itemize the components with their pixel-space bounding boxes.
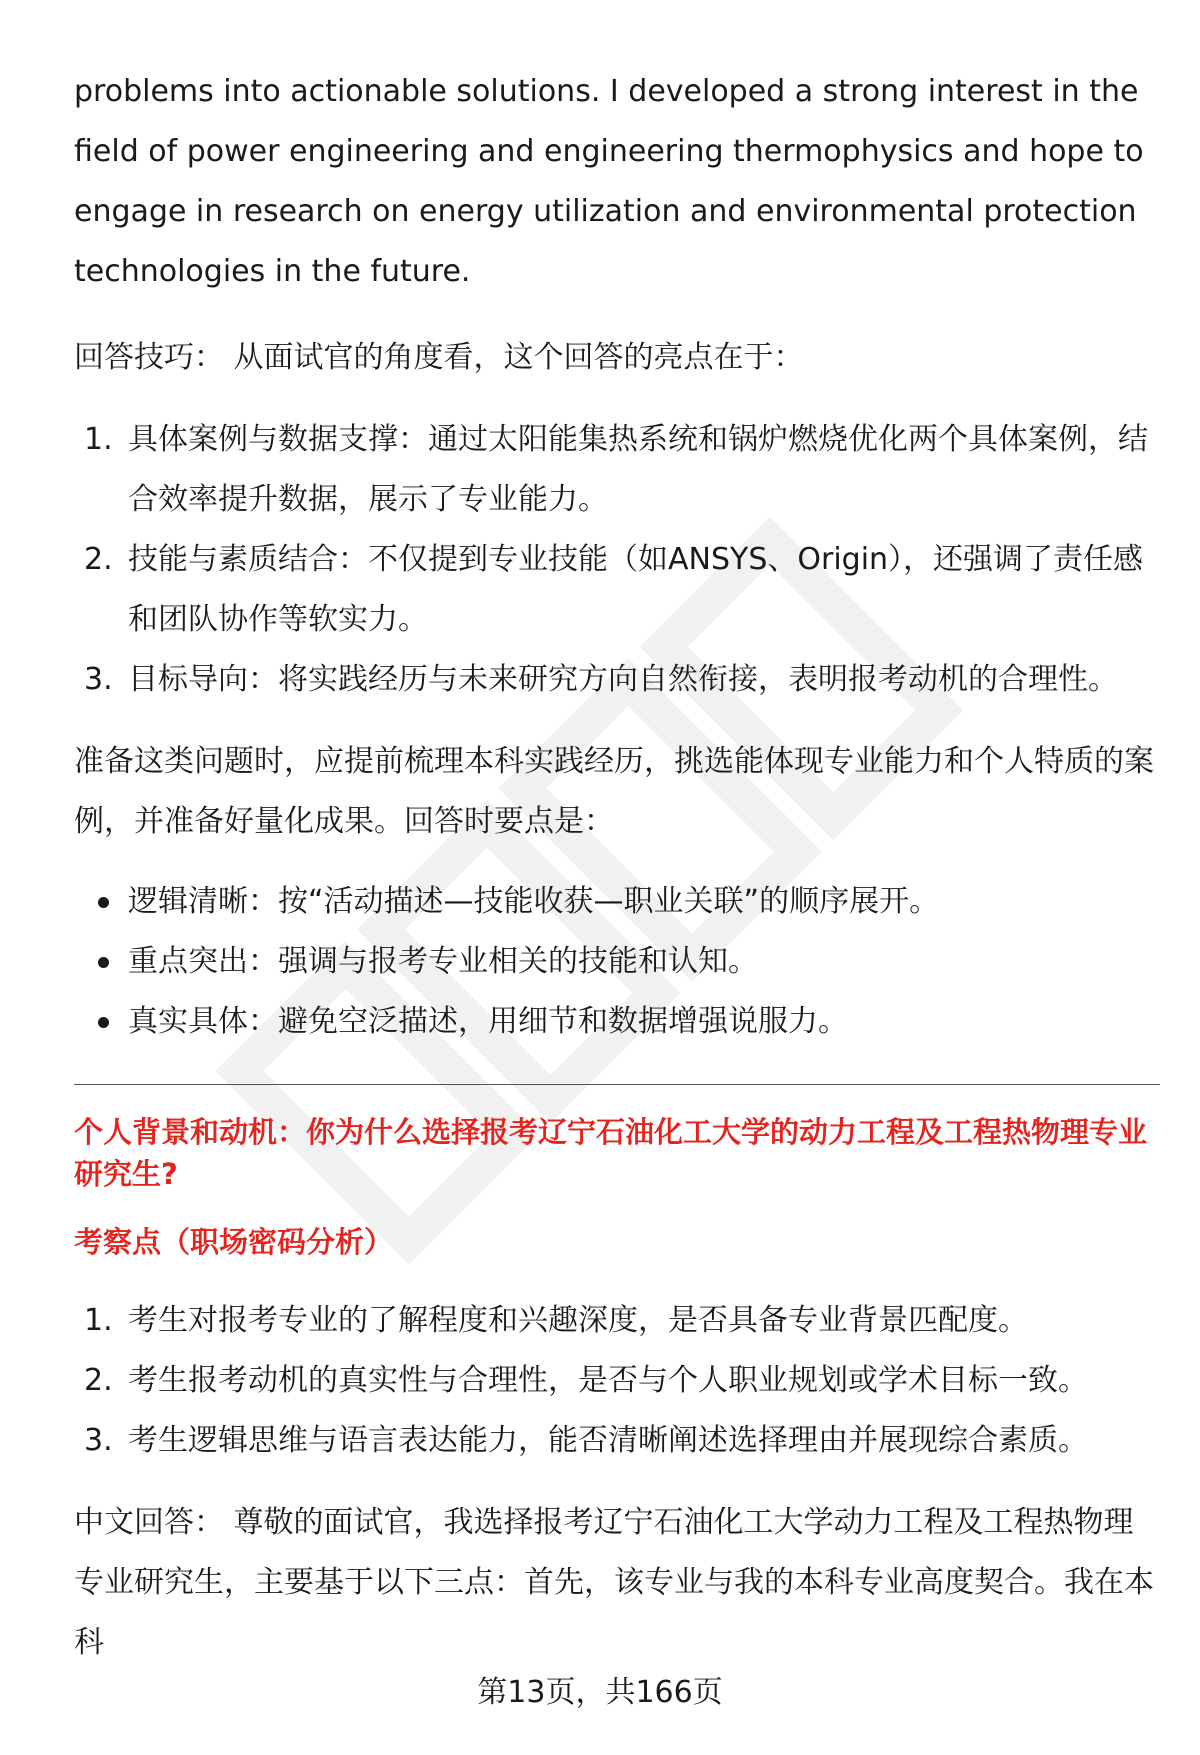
chinese-answer xyxy=(74,1493,1160,1673)
answer-label: 中文回答： xyxy=(74,1505,224,1540)
list-number: 2. xyxy=(84,1363,113,1398)
list-item xyxy=(74,932,1160,992)
list-item xyxy=(74,872,1160,932)
list-item xyxy=(74,1351,1160,1411)
page-footer: 第13页，共166页 xyxy=(477,1675,723,1710)
section-divider xyxy=(74,1084,1160,1085)
list-number: 1. xyxy=(84,422,113,457)
list-number: 1. xyxy=(84,1303,113,1338)
list-text: 技能与素质结合：不仅提到专业技能（如ANSYS、Origin），还强调了责任感和团队协作等软实力。 xyxy=(128,542,1144,637)
document-page xyxy=(74,62,1160,1673)
list-text: 考生逻辑思维与语言表达能力，能否清晰阐述选择理由并展现综合素质。 xyxy=(128,1423,1088,1458)
answer-tip-label: 回答技巧： xyxy=(74,340,224,375)
bullet-icon xyxy=(98,897,109,908)
list-text: 具体案例与数据支撑：通过太阳能集热系统和锅炉燃烧优化两个具体案例，结合效率提升数据，展示了专业能力。 xyxy=(128,422,1148,517)
bullet-icon xyxy=(98,1017,109,1028)
list-item xyxy=(74,650,1160,710)
list-text: 重点突出：强调与报考专业相关的技能和认知。 xyxy=(128,944,758,979)
list-text: 目标导向：将实践经历与未来研究方向自然衔接，表明报考动机的合理性。 xyxy=(128,662,1118,697)
list-item xyxy=(74,1411,1160,1471)
section-subtitle: 考察点（职场密码分析） xyxy=(74,1225,394,1259)
question-title: 个人背景和动机：你为什么选择报考辽宁石油化工大学的动力工程及工程热物理专业研究生? xyxy=(74,1115,1148,1191)
intro-paragraph: problems into actionable solutions. I developed a strong interest in the field of power engineering and engineering thermophysics and hope to engage in research on energy utilization and environmental protection technologies in the future. xyxy=(74,74,1144,289)
list-number: 3. xyxy=(84,1423,113,1458)
list-text: 考生对报考专业的了解程度和兴趣深度，是否具备专业背景匹配度。 xyxy=(128,1303,1028,1338)
answer-tip xyxy=(74,328,1160,388)
list-item xyxy=(74,410,1160,530)
list-text: 逻辑清晰：按“活动描述—技能收获—职业关联”的顺序展开。 xyxy=(128,884,940,919)
list-text: 真实具体：避免空泛描述，用细节和数据增强说服力。 xyxy=(128,1004,848,1039)
prep-paragraph: 准备这类问题时，应提前梳理本科实践经历，挑选能体现专业能力和个人特质的案例，并准备好量化成果。回答时要点是： xyxy=(74,744,1154,839)
answer-tip-text: 从面试官的角度看，这个回答的亮点在于： xyxy=(233,340,804,375)
answer-text: 尊敬的面试官，我选择报考辽宁石油化工大学动力工程及工程热物理专业研究生，主要基于以下三点：首先，该专业与我的本科专业高度契合。我在本科 xyxy=(74,1505,1154,1660)
assessment-list xyxy=(74,1291,1160,1471)
list-item xyxy=(74,530,1160,650)
list-number: 2. xyxy=(84,542,113,577)
highlights-list xyxy=(74,410,1160,710)
list-text: 考生报考动机的真实性与合理性，是否与个人职业规划或学术目标一致。 xyxy=(128,1363,1088,1398)
list-item xyxy=(74,1291,1160,1351)
bullet-icon xyxy=(98,957,109,968)
list-number: 3. xyxy=(84,662,113,697)
key-points-list xyxy=(74,872,1160,1052)
list-item xyxy=(74,992,1160,1052)
